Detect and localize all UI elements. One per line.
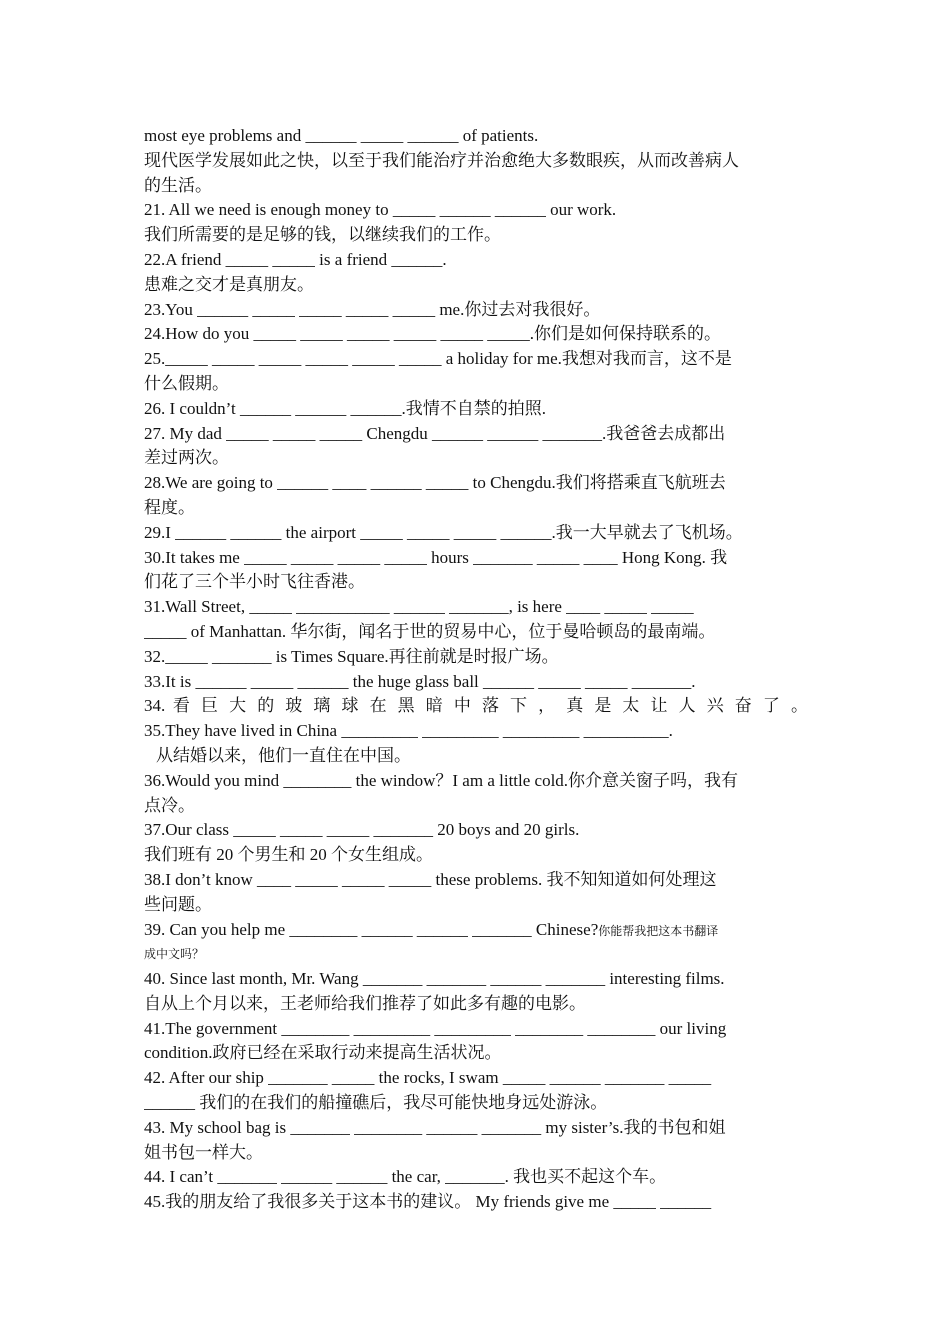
text-line: 我们班有 20 个男生和 20 个女生组成。: [144, 845, 433, 865]
question-44: 44. I can’t _______ ______ ______ the car, _______. 我也买不起这个车。: [144, 1167, 667, 1187]
text-line: ______ 我们的在我们的船撞礁后，我尽可能快地身远处游泳。: [144, 1093, 608, 1113]
text-line: 现代医学发展如此之快，以至于我们能治疗并治愈绝大多数眼疾，从而改善病人: [144, 150, 739, 170]
text-line: 姐书包一样大。: [144, 1142, 263, 1162]
text-line: 从结婚以来，他们一直住在中国。: [156, 745, 411, 765]
question-37: 37.Our class _____ _____ _____ _______ 20 boys and 20 girls.: [144, 820, 580, 840]
question-43: 43. My school bag is _______ ________ ______ _______ my sister’s.我的书包和姐: [144, 1117, 726, 1137]
question-34: 34. 看 巨 大 的 玻 璃 球 在 黑 暗 中 落 下 ， 真 是 太 让 人 兴 奋 了 。: [144, 696, 808, 716]
text-line: 们花了三个半小时飞往香港。: [144, 572, 365, 592]
document-page: [144, 124, 808, 1215]
question-28: 28.We are going to ______ ____ ______ _____ to Chengdu.我们将搭乘直飞航班去: [144, 473, 726, 493]
question-25: 25._____ _____ _____ _____ _____ _____ a holiday for me.我想对我而言，这不是: [144, 349, 732, 369]
text-line: 点冷。: [144, 795, 195, 815]
question-42: 42. After our ship _______ _____ the rocks, I swam _____ ______ _______ _____: [144, 1068, 712, 1088]
question-35: 35.They have lived in China _________ _________ _________ __________.: [144, 721, 673, 741]
question-29: 29.I ______ ______ the airport _____ _____ _____ ______.我一大早就去了飞机场。: [144, 522, 743, 542]
question-30: 30.It takes me _____ _____ _____ _____ hours _______ _____ ____ Hong Kong. 我: [144, 547, 728, 567]
text-line: 自从上个月以来，王老师给我们推荐了如此多有趣的电影。: [144, 993, 586, 1013]
text-line-small: 成中文吗？: [144, 947, 205, 962]
question-39-english: 39. Can you help me ________ ______ ______ _______ Chinese?: [144, 919, 599, 939]
text-line: 我们所需要的是足够的钱，以继续我们的工作。: [144, 225, 501, 245]
question-39: [144, 918, 808, 943]
question-24: 24.How do you _____ _____ _____ _____ _____ _____.你们是如何保持联系的。: [144, 324, 722, 344]
text-line: 程度。: [144, 497, 195, 517]
text-line: 的生活。: [144, 175, 212, 195]
question-27: 27. My dad _____ _____ _____ Chengdu ______ ______ _______.我爸爸去成都出: [144, 423, 726, 443]
question-31: 31.Wall Street, _____ ___________ ______ _______, is here ____ _____ _____: [144, 597, 694, 617]
question-41: 41.The government ________ _________ _________ ________ ________ our living: [144, 1018, 727, 1038]
question-26: 26. I couldn’t ______ ______ ______.我情不自禁的拍照.: [144, 398, 547, 418]
question-40: 40. Since last month, Mr. Wang _______ _______ ______ _______ interesting films.: [144, 969, 725, 989]
question-45: 45.我的朋友给了我很多关于这本书的建议。 My friends give me _____ ______: [144, 1192, 712, 1212]
question-32: 32._____ _______ is Times Square.再往前就是时报广场。: [144, 646, 559, 666]
question-39-chinese: 你能帮我把这本书翻译: [598, 923, 719, 938]
text-line: 什么假期。: [144, 373, 229, 393]
text-line: _____ of Manhattan. 华尔街，闻名于世的贸易中心，位于曼哈顿岛的最南端。: [144, 621, 716, 641]
question-38: 38.I don’t know ____ _____ _____ _____ these problems. 我不知知道如何处理这: [144, 869, 717, 889]
text-line: 些问题。: [144, 894, 212, 914]
text-line: condition.政府已经在采取行动来提高生活状况。: [144, 1043, 502, 1063]
question-22: 22.A friend _____ _____ is a friend ______.: [144, 249, 447, 269]
question-23: 23.You ______ _____ _____ _____ _____ me.你过去对我很好。: [144, 299, 601, 319]
text-line: 差过两次。: [144, 448, 229, 468]
text-line: most eye problems and ______ _____ ______ of patients.: [144, 126, 539, 145]
question-36: 36.Would you mind ________ the window？I am a little cold.你介意关窗子吗，我有: [144, 770, 739, 790]
question-33: 33.It is ______ _____ ______ the huge glass ball ______ _____ _____ _______.: [144, 671, 696, 691]
question-21: 21. All we need is enough money to _____ ______ ______ our work.: [144, 200, 617, 220]
text-line: 患难之交才是真朋友。: [144, 274, 314, 294]
